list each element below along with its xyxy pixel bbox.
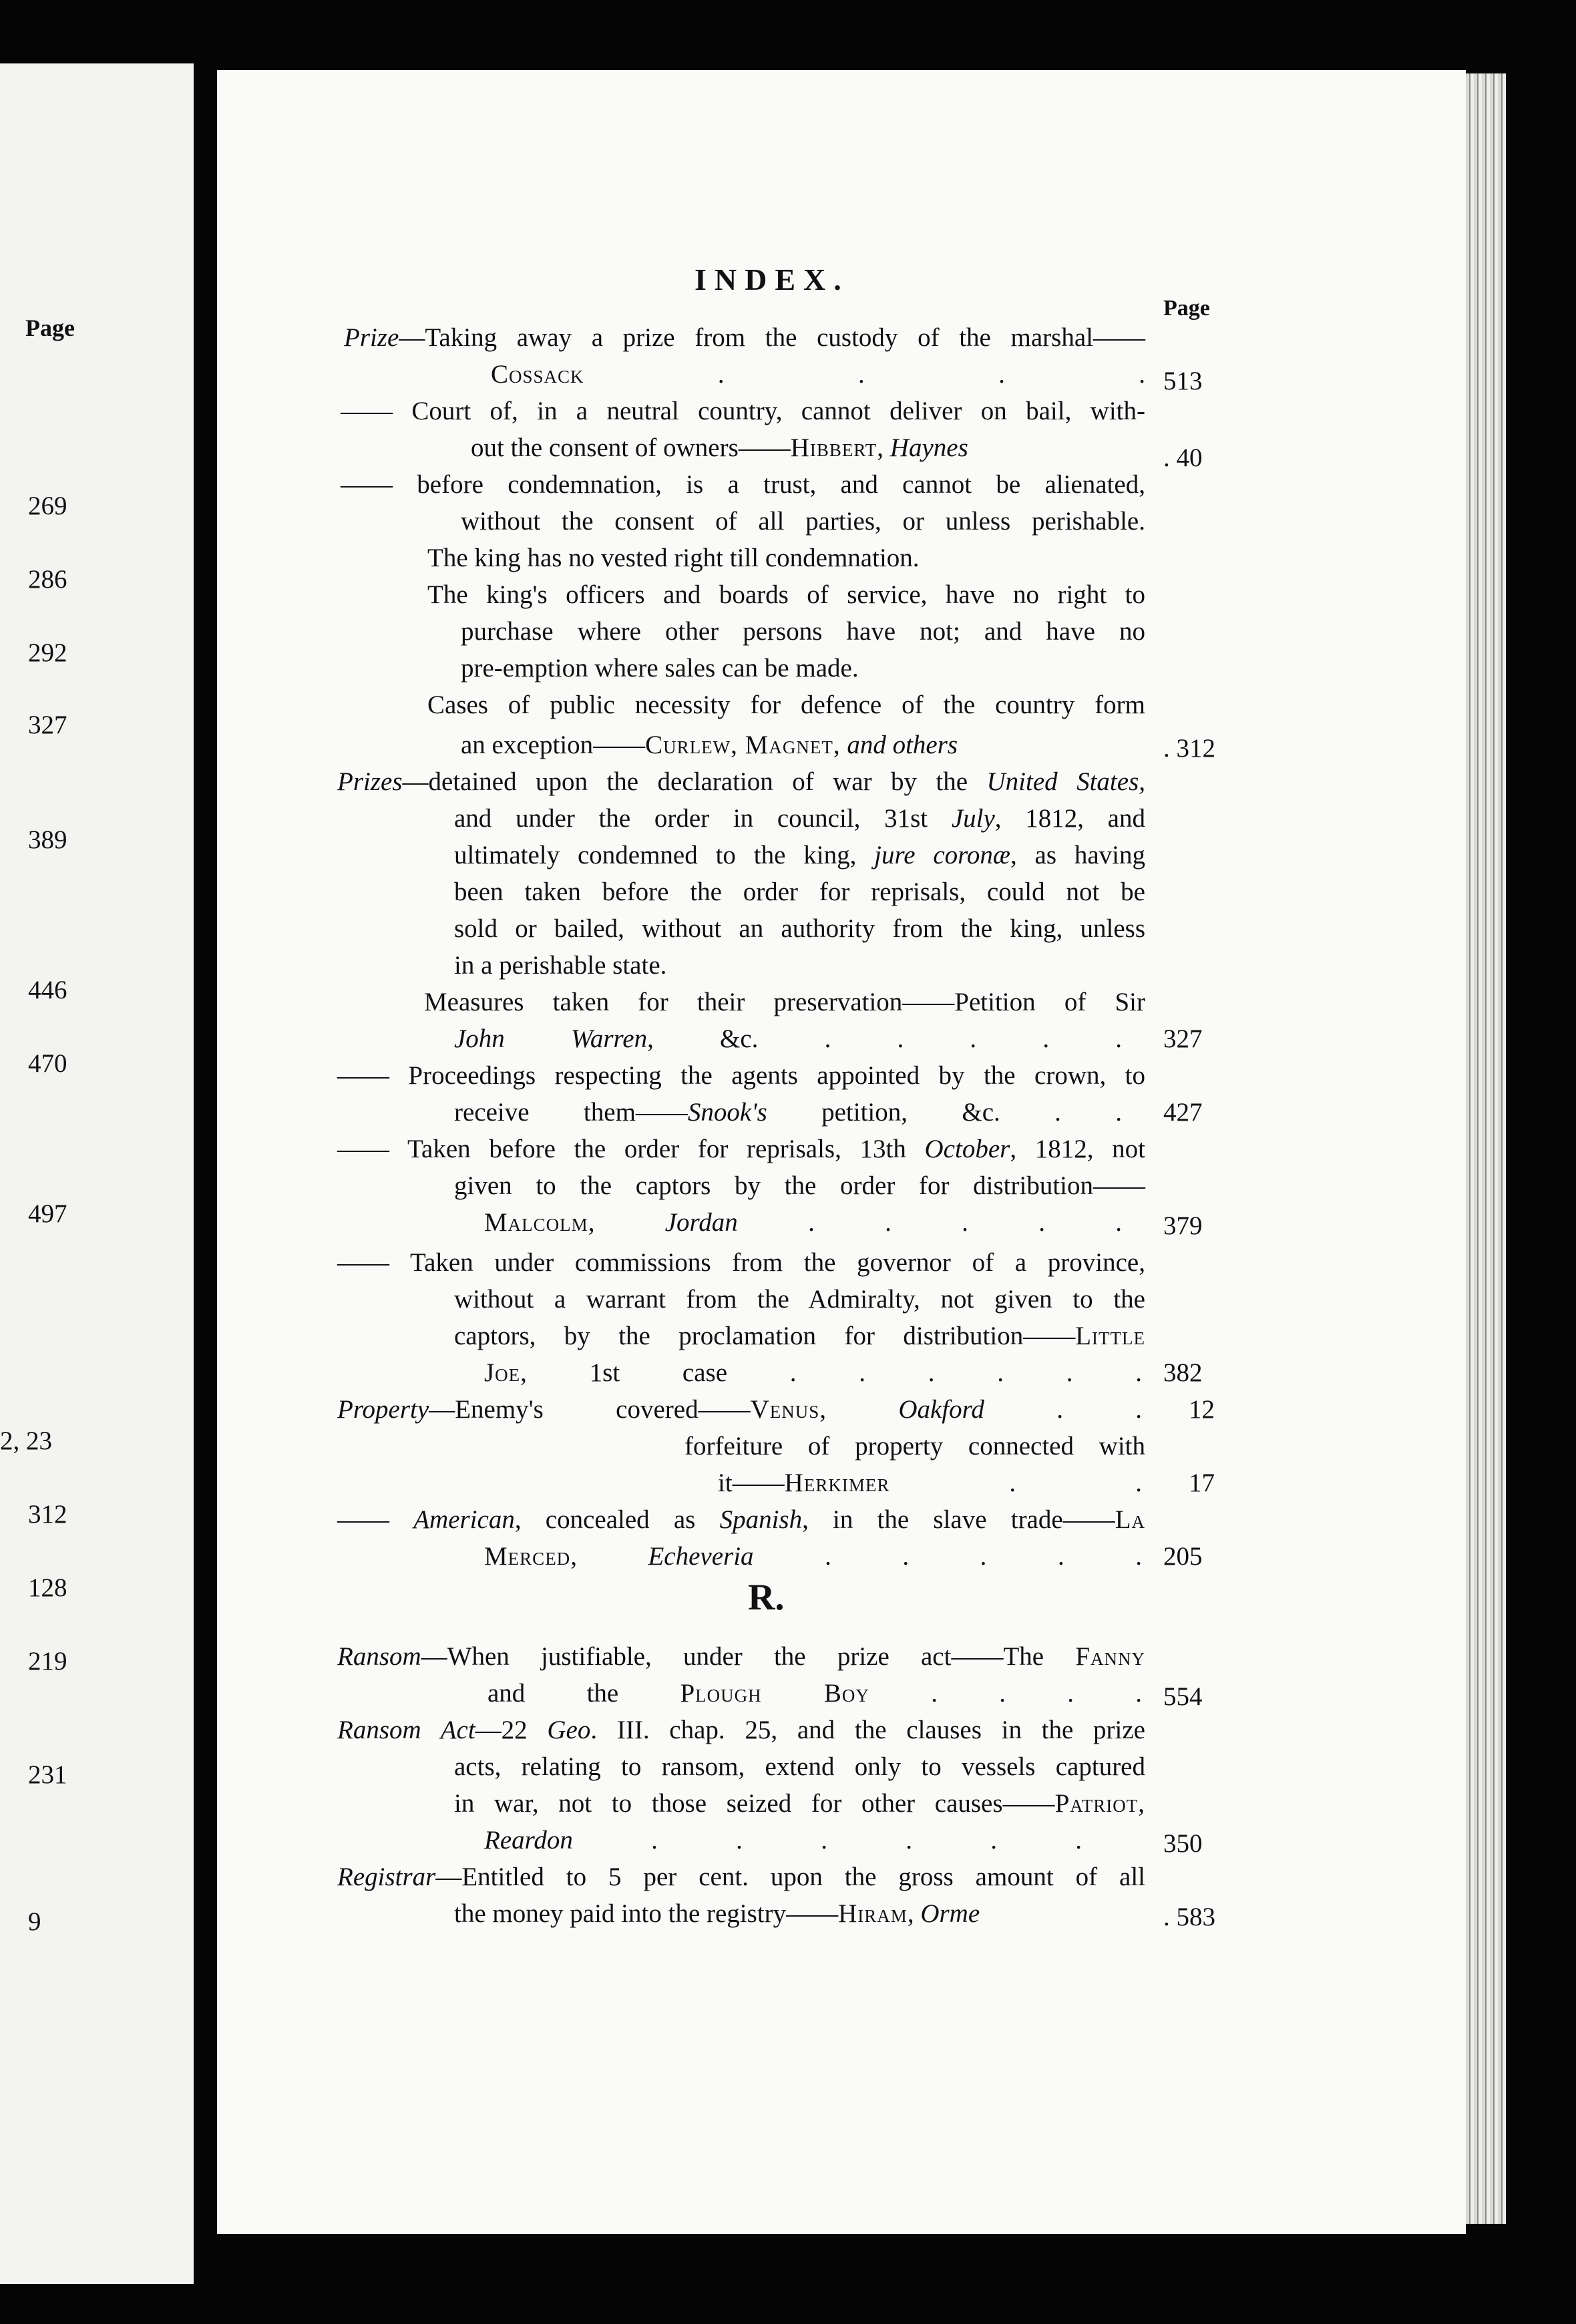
index-line: —— Taken before the order for reprisals, 13th October, 1812, not [337,1135,1145,1163]
index-line: ultimately condemned to the king, jure coronæ, as having [454,841,1145,869]
index-line: been taken before the order for reprisals, could not be [454,878,1145,906]
page-ref: . 312 [1163,734,1215,763]
index-line: —— American, concealed as Spanish, in the slave trade——La [337,1505,1146,1534]
index-line: Measures taken for their preservation——Petition of Sir [424,988,1145,1016]
page-ref: . 40 [1163,443,1203,472]
index-line: Reardon . . . . . . [484,1826,1082,1855]
index-line: John Warren, &c. . . . . . [454,1024,1122,1053]
section-letter: R. [748,1577,785,1618]
left-page-number: 327 [28,711,67,739]
index-line: captors, by the proclamation for distribution——Little [454,1322,1145,1350]
left-page-fragment [0,63,194,2284]
index-line: —— Proceedings respecting the agents appointed by the crown, to [337,1061,1145,1090]
page-ref: 554 [1163,1682,1203,1711]
page-ref: 17 [1189,1469,1215,1497]
index-line: receive them——Snook's petition, &c. . . [454,1098,1122,1127]
page-ref: 12 [1189,1395,1215,1424]
left-page-number: 231 [28,1760,67,1789]
page-ref: . 583 [1163,1903,1215,1931]
index-line: given to the captors by the order for distribution—— [454,1171,1145,1200]
index-line: Joe, 1st case . . . . . . [484,1358,1142,1387]
left-page-number: 219 [28,1647,67,1676]
index-line: purchase where other persons have not; and have no [461,617,1145,646]
left-page-number: 128 [28,1573,67,1602]
index-line: Ransom Act—22 Geo. III. chap. 25, and the clauses in the prize [337,1716,1145,1744]
index-line: forfeiture of property connected with [684,1432,1145,1461]
left-page-number: 312 [28,1500,67,1529]
index-line: Malcolm, Jordan . . . . . [484,1208,1123,1237]
page-ref: 205 [1163,1542,1203,1571]
index-line: an exception——Curlew, Magnet, and others [461,731,958,759]
index-line: Property—Enemy's covered——Venus, Oakford . . [337,1395,1142,1424]
index-line: pre-emption where sales can be made. [461,654,859,683]
page-edges [1466,73,1506,2224]
index-line: and the Plough Boy . . . . [487,1679,1142,1708]
left-page-number: 497 [28,1199,67,1228]
index-line: Registrar—Entitled to 5 per cent. upon the gross amount of all [337,1863,1145,1891]
index-line: without the consent of all parties, or unless perishable. [461,507,1145,536]
index-line: —— Taken under commissions from the governor of a province, [337,1248,1145,1277]
index-line: acts, relating to ransom, extend only to vessels captured [454,1752,1145,1781]
index-line: and under the order in council, 31st July, 1812, and [454,804,1145,833]
index-line: Prize—Taking away a prize from the custody of the marshal—— [344,323,1145,352]
left-page-number: 9 [28,1907,41,1936]
index-line: The king's officers and boards of service, have no right to [427,580,1145,609]
index-line: Cases of public necessity for defence of the country form [427,691,1145,719]
index-line: sold or bailed, without an authority from the king, unless [454,914,1145,943]
page-ref: 513 [1163,367,1203,395]
index-line: the money paid into the registry——Hiram, Orme [454,1899,980,1928]
page-column-header: Page [1163,296,1210,321]
left-page-header: Page [25,315,75,341]
index-line: Ransom—When justifiable, under the prize act——The Fanny [337,1642,1145,1671]
page-ref: 327 [1163,1024,1203,1053]
index-line: in a perishable state. [454,951,667,980]
page-ref: 427 [1163,1098,1203,1127]
left-page-number: 292 [28,638,67,667]
left-page-number: 470 [28,1049,67,1078]
index-line: Merced, Echeveria . . . . . [484,1542,1143,1571]
index-line: without a warrant from the Admiralty, not given to the [454,1285,1145,1314]
left-page-number: 389 [28,825,67,854]
page-title: INDEX. [695,262,849,297]
left-page-number: 286 [28,565,67,594]
index-line: —— Court of, in a neutral country, cannot deliver on bail, with- [341,397,1145,425]
page-ref: 382 [1163,1358,1203,1387]
index-line: in war, not to those seized for other causes——Patriot, [454,1789,1145,1818]
page-ref: 379 [1163,1211,1203,1240]
index-line: —— before condemnation, is a trust, and cannot be alienated, [341,470,1145,499]
left-page-number: 446 [28,976,67,1004]
left-page-number: 269 [28,492,67,520]
index-line: out the consent of owners——Hibbert, Haynes [471,433,968,462]
left-page-number: 2, 23 [0,1426,52,1455]
index-line: it——Herkimer . . [718,1469,1142,1497]
index-line: Prizes—detained upon the declaration of war by the United States, [337,767,1145,796]
index-line: The king has no vested right till condemnation. [427,544,920,572]
index-line: Cossack . . . . [491,360,1145,389]
page-ref: 350 [1163,1829,1203,1858]
